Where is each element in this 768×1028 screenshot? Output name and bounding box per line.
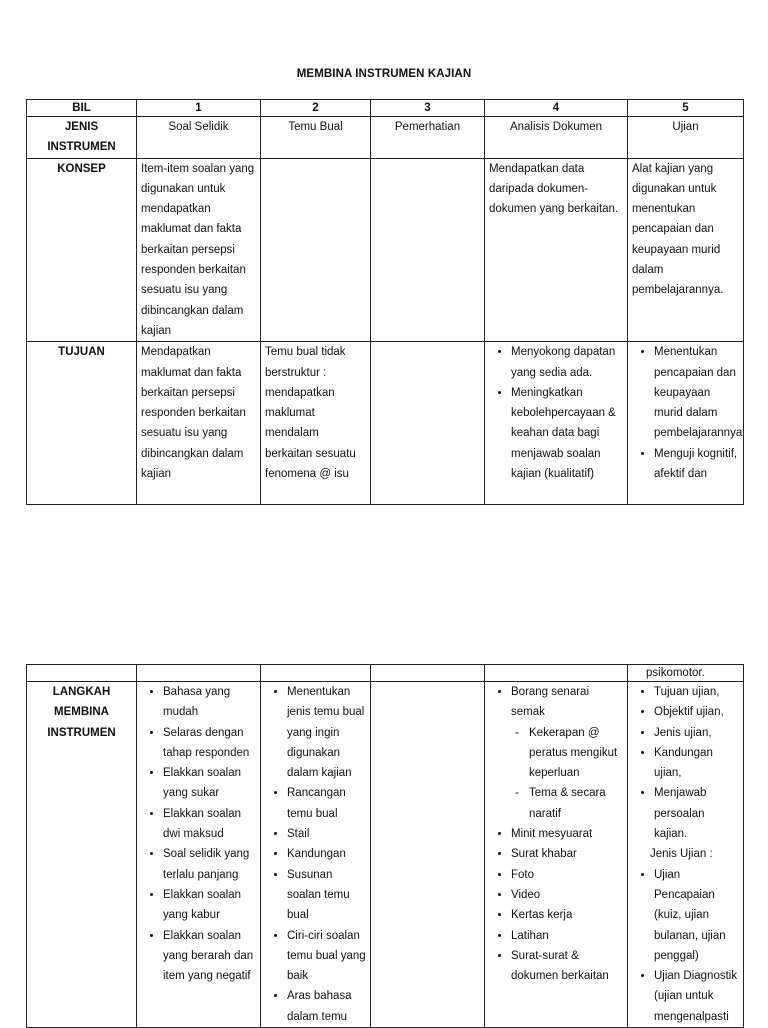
list-item: • Menjawab persoalan kajian. bbox=[654, 783, 739, 844]
list-item: • Kandungan ujian, bbox=[654, 743, 739, 784]
list-item: • Elakkan soalan yang kabur bbox=[163, 885, 256, 926]
list-item: • Susunan soalan temu bual bbox=[287, 865, 366, 926]
tujuan-pemerhatian bbox=[371, 342, 485, 505]
bil-number-3: 3 bbox=[371, 100, 485, 117]
list-item: • Latihan bbox=[511, 926, 623, 946]
list-item: • Menyokong dapatan yang sedia ada. bbox=[511, 342, 623, 383]
list-item: • Kertas kerja bbox=[511, 905, 623, 925]
langkah-temu-list bbox=[265, 682, 366, 1027]
instrument-table-part-2 bbox=[26, 664, 744, 1028]
langkah-temu-bual bbox=[261, 682, 371, 1028]
langkah-analisis-sublist bbox=[511, 723, 623, 824]
jenis-label: JENIS INSTRUMEN bbox=[27, 117, 137, 159]
continuation-row bbox=[27, 665, 744, 682]
tujuan-analisis-dokumen bbox=[485, 342, 628, 505]
tujuan-soal-selidik: Mendapatkan maklumat dan fakta berkaitan persepsi responden berkaitan sesuatu isu yang dibincangkan dalam kajian bbox=[137, 342, 261, 505]
konsep-temu-bual bbox=[261, 158, 371, 342]
konsep-soal-selidik: Item-item soalan yang digunakan untuk mendapatkan maklumat dan fakta berkaitan persepsi responden berkaitan sesuatu isu yang dibincangkan dalam kajian bbox=[137, 158, 261, 342]
list-item: • Menentukan jenis temu bual yang ingin digunakan dalam kajian bbox=[287, 682, 366, 783]
list-item: • Surat khabar bbox=[511, 844, 623, 864]
jenis-ujian-heading: Jenis Ujian : bbox=[650, 848, 713, 861]
continuation-empty bbox=[137, 665, 261, 682]
langkah-label: LANGKAH MEMBINA INSTRUMEN bbox=[27, 682, 137, 1028]
list-item: - Tema & secara naratif bbox=[529, 783, 623, 824]
konsep-pemerhatian bbox=[371, 158, 485, 342]
jenis-temu-bual: Temu Bual bbox=[261, 117, 371, 159]
tujuan-analisis-list bbox=[489, 342, 623, 484]
list-item: • Selaras dengan tahap responden bbox=[163, 723, 256, 764]
bil-number-4: 4 bbox=[485, 100, 628, 117]
langkah-pemerhatian bbox=[371, 682, 485, 1028]
list-item: • Rancangan temu bual bbox=[287, 783, 366, 824]
continuation-empty bbox=[371, 665, 485, 682]
continuation-empty bbox=[485, 665, 628, 682]
list-item: • Minit mesyuarat bbox=[511, 824, 623, 844]
continuation-empty bbox=[261, 665, 371, 682]
bil-number-1: 1 bbox=[137, 100, 261, 117]
list-item: • Ciri-ciri soalan temu bual yang baik bbox=[287, 926, 366, 987]
konsep-ujian: Alat kajian yang digunakan untuk menentukan pencapaian dan keupayaan murid dalam pembelajarannya. bbox=[628, 158, 744, 342]
list-item: • Bahasa yang mudah bbox=[163, 682, 256, 723]
list-item: • Ujian Diagnostik (ujian untuk mengenalpasti bbox=[654, 966, 739, 1027]
instrument-table-part-1 bbox=[26, 99, 744, 505]
langkah-soal-selidik bbox=[137, 682, 261, 1028]
list-item: • Elakkan soalan dwi maksud bbox=[163, 804, 256, 845]
list-item: • Jenis ujian, bbox=[654, 723, 739, 743]
konsep-label: KONSEP bbox=[27, 158, 137, 342]
jenis-row bbox=[27, 117, 744, 159]
jenis-soal-selidik: Soal Selidik bbox=[137, 117, 261, 159]
tujuan-temu-bual: Temu bual tidak berstruktur : mendapatkan maklumat mendalam berkaitan sesuatu fenomena @ isu bbox=[261, 342, 371, 505]
list-item bbox=[511, 682, 623, 824]
list-item: • Menentukan pencapaian dan keupayaan murid dalam pembelajarannya bbox=[654, 342, 739, 443]
langkah-soal-list bbox=[141, 682, 256, 986]
list-item: - Kekerapan @ peratus mengikut keperluan bbox=[529, 723, 623, 784]
tujuan-ujian-list bbox=[632, 342, 743, 484]
bil-row bbox=[27, 100, 744, 117]
list-item: • Objektif ujian, bbox=[654, 702, 739, 722]
continuation-empty bbox=[27, 665, 137, 682]
langkah-analisis-list bbox=[489, 682, 623, 986]
tujuan-ujian bbox=[628, 342, 744, 505]
list-item: • Kandungan bbox=[287, 844, 366, 864]
list-item: • Stail bbox=[287, 824, 366, 844]
langkah-ujian-list-a bbox=[632, 682, 739, 844]
bil-number-5: 5 bbox=[628, 100, 744, 117]
bil-label: BIL bbox=[27, 100, 137, 117]
tujuan-row bbox=[27, 342, 744, 505]
list-item: • Foto bbox=[511, 865, 623, 885]
jenis-ujian: Ujian bbox=[628, 117, 744, 159]
tujuan-label: TUJUAN bbox=[27, 342, 137, 505]
list-item: • Tujuan ujian, bbox=[654, 682, 739, 702]
list-item: • Ujian Pencapaian (kuiz, ujian bulanan, ujian penggal) bbox=[654, 865, 739, 966]
list-item: • Surat-surat & dokumen berkaitan bbox=[511, 946, 623, 987]
konsep-analisis-dokumen: Mendapatkan data daripada dokumen-dokumen yang berkaitan. bbox=[485, 158, 628, 342]
list-item: • Elakkan soalan yang berarah dan item yang negatif bbox=[163, 926, 256, 987]
list-item: • Video bbox=[511, 885, 623, 905]
list-item: • Soal selidik yang terlalu panjang bbox=[163, 844, 256, 885]
langkah-analisis-dokumen bbox=[485, 682, 628, 1028]
list-item: • Meningkatkan kebolehpercayaan & keahan data bagi menjawab soalan kajian (kualitatif) bbox=[511, 383, 623, 484]
list-item: • Menguji kognitif, afektif dan bbox=[654, 444, 739, 485]
document-title: MEMBINA INSTRUMEN KAJIAN bbox=[296, 68, 472, 80]
jenis-pemerhatian: Pemerhatian bbox=[371, 117, 485, 159]
list-item-label: Borang senarai semak bbox=[511, 686, 589, 719]
jenis-analisis-dokumen: Analisis Dokumen bbox=[485, 117, 628, 159]
bil-number-2: 2 bbox=[261, 100, 371, 117]
langkah-ujian-list-b bbox=[632, 865, 739, 1027]
list-item: • Aras bahasa dalam temu bbox=[287, 986, 366, 1027]
langkah-ujian bbox=[628, 682, 744, 1028]
langkah-row bbox=[27, 682, 744, 1028]
konsep-row bbox=[27, 158, 744, 342]
continuation-ujian: psikomotor. bbox=[628, 665, 744, 682]
list-item: • Elakkan soalan yang sukar bbox=[163, 763, 256, 804]
